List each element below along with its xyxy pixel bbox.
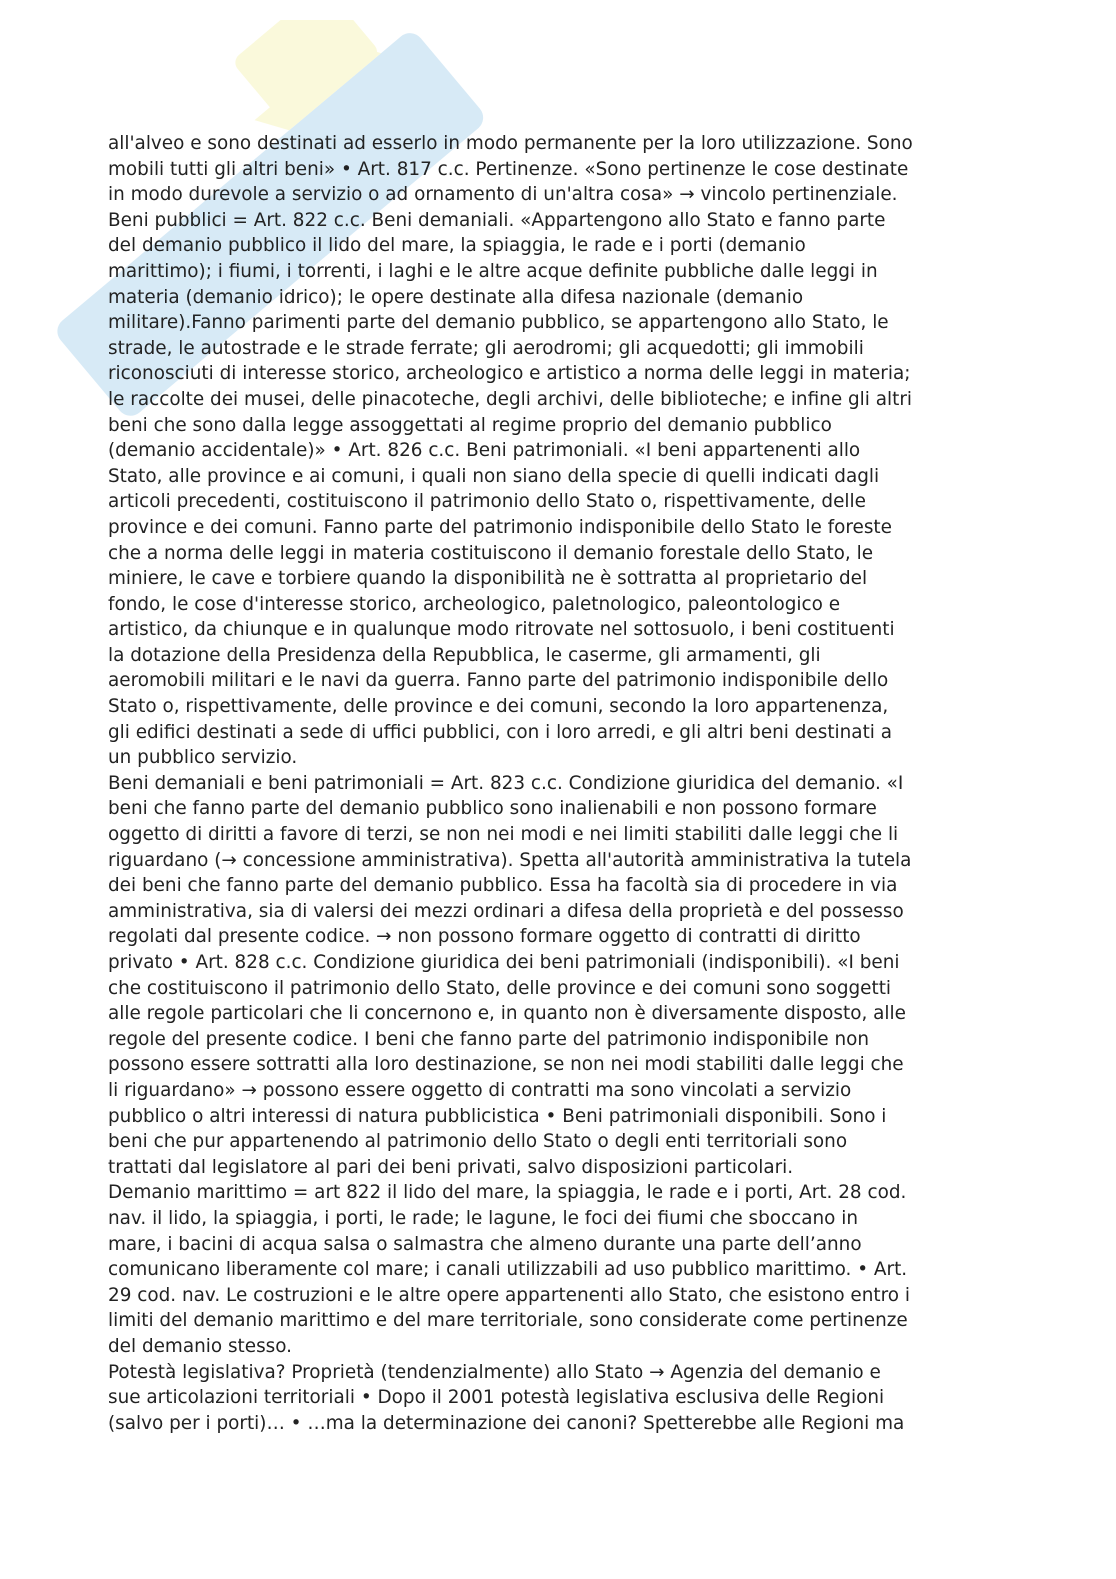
text-line: province e dei comuni. Fanno parte del patrimonio indisponibile dello Stato le foreste [108, 516, 892, 538]
text-line: marittimo); i fiumi, i torrenti, i laghi e le altre acque definite pubbliche dalle leggi in [108, 260, 878, 282]
text-line: regole del presente codice. I beni che fanno parte del patrimonio indisponibile non [108, 1028, 870, 1050]
document-body [108, 131, 1008, 1436]
text-line: Potestà legislativa? Proprietà (tendenzialmente) allo Stato → Agenzia del demanio e [108, 1361, 881, 1383]
text-line: all'alveo e sono destinati ad esserlo in modo permanente per la loro utilizzazione. Sono [108, 133, 913, 154]
text-line: le raccolte dei musei, delle pinacoteche, degli archivi, delle biblioteche; e infine gli altri [108, 388, 912, 410]
text-line: nav. il lido, la spiaggia, i porti, le rade; le lagune, le foci dei fiumi che sboccano in [108, 1207, 859, 1229]
text-line: Demanio marittimo = art 822 il lido del mare, la spiaggia, le rade e i porti, Art. 28 cod. [108, 1182, 907, 1204]
text-line: materia (demanio idrico); le opere destinate alla difesa nazionale (demanio [108, 286, 804, 308]
text-line: Beni pubblici = Art. 822 c.c. Beni demaniali. «Appartengono allo Stato e fanno parte [108, 209, 886, 231]
text-line: trattati dal legislatore al pari dei beni privati, salvo disposizioni particolari. [108, 1156, 794, 1178]
text-line: li riguardano» → possono essere oggetto di contratti ma sono vincolati a servizio [108, 1079, 852, 1101]
watermark-accent [255, 30, 382, 143]
text-line: limiti del demanio marittimo e del mare territoriale, sono considerate come pertinenze [108, 1310, 908, 1332]
text-line: gli edifici destinati a sede di uffici pubblici, con i loro arredi, e gli altri beni destinati a [108, 721, 892, 743]
text-line: beni che sono dalla legge assoggettati al regime proprio del demanio pubblico [108, 414, 832, 436]
text-line: del demanio stesso. [108, 1335, 293, 1357]
text-line: la dotazione della Presidenza della Repubblica, le caserme, gli armamenti, gli [108, 644, 821, 666]
text-line: beni che pur appartenendo al patrimonio dello Stato o degli enti territoriali sono [108, 1131, 848, 1153]
text-line: un pubblico servizio. [108, 747, 298, 769]
text-line: riconosciuti di interesse storico, archeologico e artistico a norma delle leggi in materia; [108, 363, 911, 385]
text-line: sue articolazioni territoriali • Dopo il 2001 potestà legislativa esclusiva delle Regioni [108, 1387, 885, 1409]
text-line: strade, le autostrade e le strade ferrate; gli aerodromi; gli acquedotti; gli immobili [108, 337, 864, 359]
text-line: articoli precedenti, costituiscono il patrimonio dello Stato o, rispettivamente, delle [108, 491, 866, 513]
text-line: aeromobili militari e le navi da guerra. Fanno parte del patrimonio indisponibile dello [108, 670, 889, 692]
text-line: (salvo per i porti)… • …ma la determinazione dei canoni? Spetterebbe alle Regioni ma [108, 1412, 905, 1434]
text-line: beni che fanno parte del demanio pubblico sono inalienabili e non possono formare [108, 798, 877, 820]
text-line: che a norma delle leggi in materia costituiscono il demanio forestale dello Stato, le [108, 542, 874, 564]
text-line: privato • Art. 828 c.c. Condizione giuridica dei beni patrimoniali (indisponibili). «I beni [108, 952, 900, 973]
text-line: alle regole particolari che li concernono e, in quanto non è diversamente disposto, alle [108, 1003, 906, 1025]
text-line: comunicano liberamente col mare; i canali utilizzabili ad uso pubblico marittimo. • Art. [108, 1259, 908, 1281]
text-line: possono essere sottratti alla loro destinazione, se non nei modi stabiliti dalle leggi che [108, 1054, 904, 1076]
text-line: amministrativa, sia di valersi dei mezzi ordinari a difesa della proprietà e del possesso [108, 900, 904, 922]
text-line: dei beni che fanno parte del demanio pubblico. Essa ha facoltà sia di procedere in via [108, 875, 898, 897]
text-line: artistico, da chiunque e in qualunque modo ritrovate nel sottosuolo, i beni costituenti [108, 619, 895, 641]
text-line: oggetto di diritti a favore di terzi, se non nei modi e nei limiti stabiliti dalle leggi che li [108, 824, 899, 846]
text-line: miniere, le cave e torbiere quando la disponibilità ne è sottratta al proprietario del [108, 568, 868, 590]
text-line: (demanio accidentale)» • Art. 826 c.c. Beni patrimoniali. «I beni appartenenti allo [108, 440, 861, 462]
text-line: Beni demaniali e beni patrimoniali = Art. 823 c.c. Condizione giuridica del demanio. «I [108, 772, 904, 794]
text-line: regolati dal presente codice. → non possono formare oggetto di contratti di diritto [108, 926, 861, 948]
text-line: del demanio pubblico il lido del mare, la spiaggia, le rade e i porti (demanio [108, 235, 806, 257]
text-line: Stato o, rispettivamente, delle province e dei comuni, secondo la loro appartenenza, [108, 696, 889, 718]
text-line: fondo, le cose d'interesse storico, archeologico, paletnologico, paleontologico e [108, 593, 841, 615]
watermark-accent-block [231, 20, 381, 130]
text-line: riguardano (→ concessione amministrativa). Spetta all'autorità amministrativa la tutela [108, 849, 912, 871]
text-line: pubblico o altri interessi di natura pubblicistica • Beni patrimoniali disponibili. Sono i [108, 1105, 887, 1127]
text-line: mare, i bacini di acqua salsa o salmastra che almeno durante una parte dell’anno [108, 1233, 862, 1255]
text-line: che costituiscono il patrimonio dello Stato, delle province e dei comuni sono soggetti [108, 977, 892, 999]
text-line: in modo durevole a servizio o ad ornamento di un'altra cosa» → vincolo pertinenziale. [108, 184, 898, 206]
text-line: Stato, alle province e ai comuni, i quali non siano della specie di quelli indicati dagli [108, 465, 880, 487]
text-line: 29 cod. nav. Le costruzioni e le altre opere appartenenti allo Stato, che esistono entro i [108, 1284, 910, 1306]
text-line: militare).Fanno parimenti parte del demanio pubblico, se appartengono allo Stato, le [108, 312, 889, 334]
text-line: mobili tutti gli altri beni» • Art. 817 c.c. Pertinenze. «Sono pertinenze le cose destinate [108, 158, 909, 180]
